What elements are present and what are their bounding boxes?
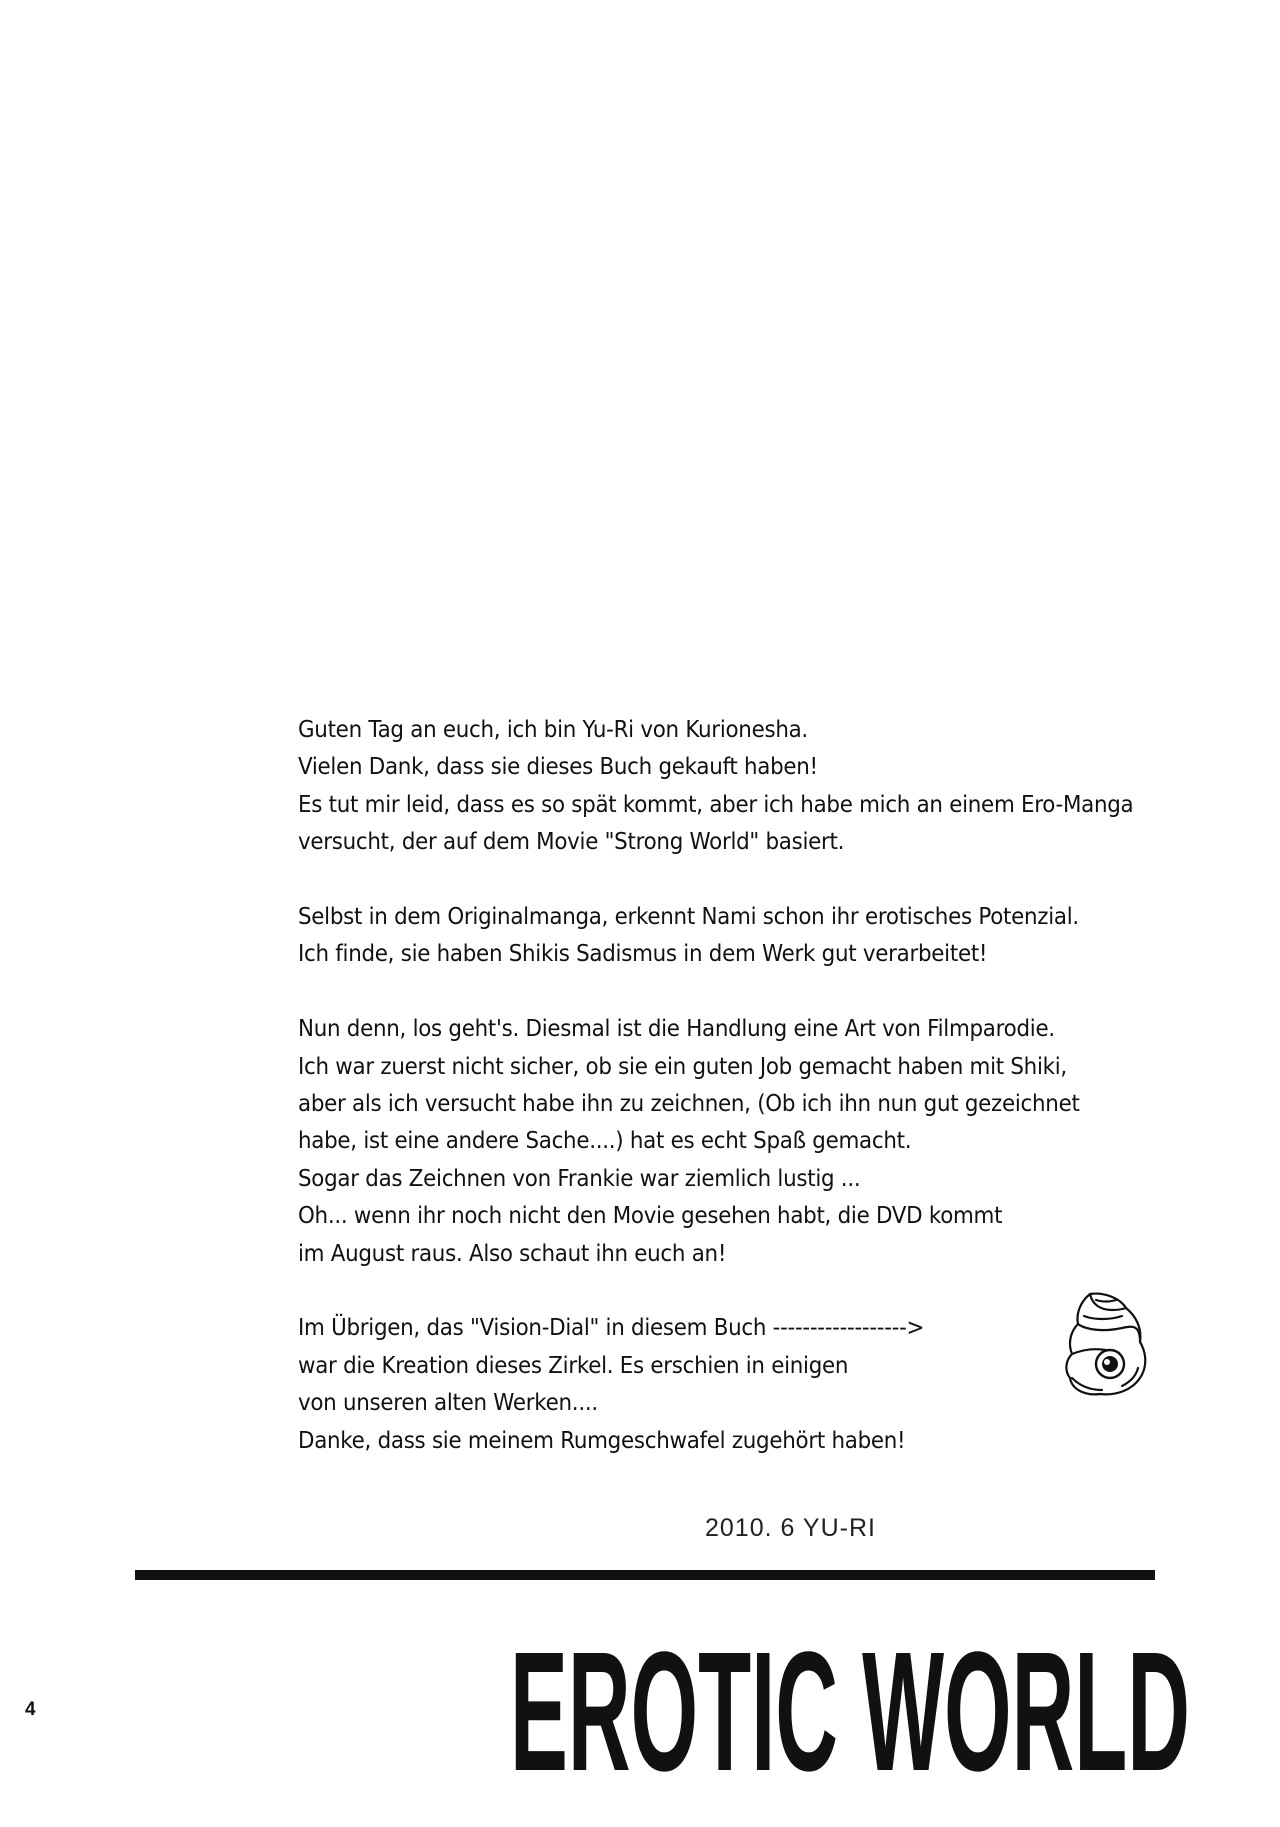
afterword-line: Danke, dass sie meinem Rumgeschwafel zugehört haben! <box>298 1427 906 1454</box>
vision-dial-shell-icon <box>1060 1290 1150 1400</box>
afterword-line: Es tut mir leid, dass es so spät kommt, aber ich habe mich an einem Ero-Manga <box>298 791 1134 818</box>
erotic-world-title-text: EROTIC WORLD <box>510 1617 1190 1800</box>
afterword-line: Ich war zuerst nicht sicher, ob sie ein guten Job gemacht haben mit Shiki, <box>298 1053 1067 1080</box>
afterword-line: Vielen Dank, dass sie dieses Buch gekauft haben! <box>298 754 818 781</box>
afterword-line: Ich finde, sie haben Shikis Sadismus in dem Werk gut verarbeitet! <box>298 941 988 968</box>
afterword-line: Im Übrigen, das "Vision-Dial" in diesem Buch ------------------> <box>298 1315 925 1342</box>
afterword-line: von unseren alten Werken.... <box>298 1390 598 1417</box>
afterword-paragraph <box>298 1011 1135 1273</box>
afterword-line: versucht, der auf dem Movie "Strong World" basiert. <box>298 829 845 856</box>
afterword-line: Nun denn, los geht's. Diesmal ist die Handlung eine Art von Filmparodie. <box>298 1016 1055 1043</box>
afterword-line: Sogar das Zeichnen von Frankie war ziemlich lustig ... <box>298 1165 861 1192</box>
afterword-line: aber als ich versucht habe ihn zu zeichnen, (Ob ich ihn nun gut gezeichnet <box>298 1091 1080 1118</box>
afterword-line: Guten Tag an euch, ich bin Yu-Ri von Kurionesha. <box>298 717 808 743</box>
afterword-line: Oh... wenn ihr noch nicht den Movie gesehen habt, die DVD kommt <box>298 1203 1003 1230</box>
afterword-paragraph <box>298 899 1135 974</box>
afterword-line: Selbst in dem Originalmanga, erkennt Nami schon ihr erotisches Potenzial. <box>298 904 1079 931</box>
afterword-text <box>298 712 1135 1460</box>
afterword-line: habe, ist eine andere Sache....) hat es echt Spaß gemacht. <box>298 1128 912 1155</box>
afterword-paragraph <box>298 712 1135 862</box>
signature-date: 2010. 6 YU-RI <box>705 1514 876 1542</box>
afterword-line: war die Kreation dieses Zirkel. Es erschien in einigen <box>298 1352 849 1379</box>
page-number: 4 <box>25 1699 36 1720</box>
afterword-line: im August raus. Also schaut ihn euch an! <box>298 1240 727 1267</box>
afterword-paragraph <box>298 1310 1135 1460</box>
erotic-world-title-logo <box>505 1570 1195 1800</box>
